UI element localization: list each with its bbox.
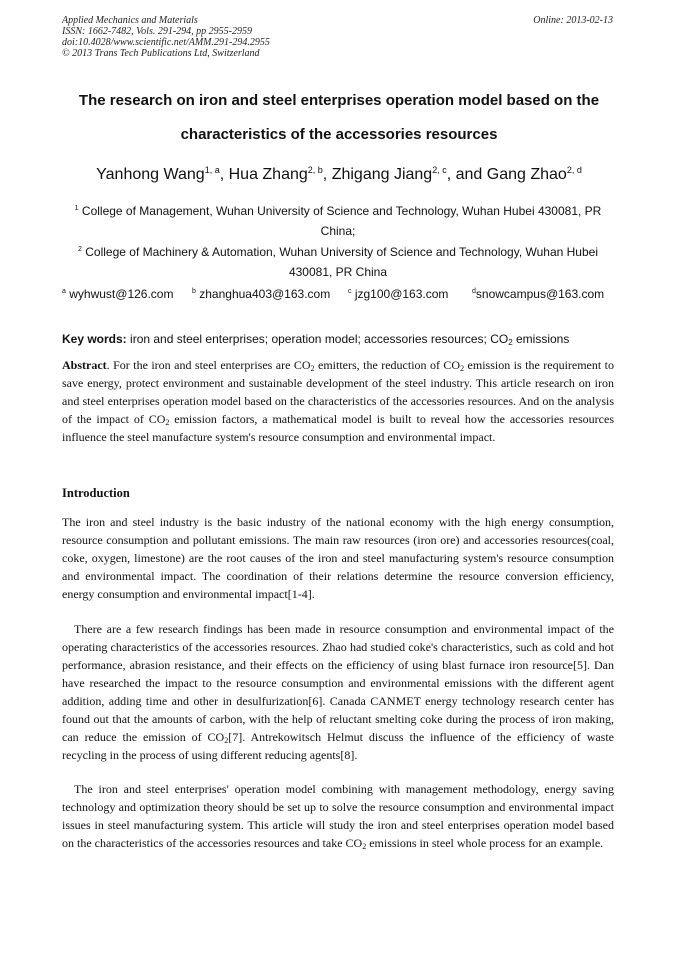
email-address[interactable]: snowcampus@163.com	[475, 287, 605, 301]
email-address[interactable]: jzg100@163.com	[354, 287, 449, 301]
journal-name: Applied Mechanics and Materials	[62, 15, 198, 26]
affiliation-text: College of Management, Wuhan University of Science and Technology, Wuhan Hubei 430081, PR China;	[81, 204, 602, 238]
email-mark: d	[472, 288, 476, 295]
email-mark: a	[62, 288, 66, 295]
keywords-label: Key words:	[62, 332, 127, 346]
intro-text: [7]. Antrekowitsch Helmut discuss the influence of the efficiency of waste recycling in the process of using different reducing agents[8].	[62, 730, 615, 762]
co2-subscript: 2	[362, 842, 367, 851]
email-address[interactable]: zhanghua403@163.com	[199, 287, 331, 301]
affiliation-mark: 2	[78, 246, 82, 253]
affiliation-1	[62, 201, 614, 241]
paper-title-line-1: The research on iron and steel enterprises operation model based on the	[78, 92, 600, 109]
doi-line[interactable]: doi:10.4028/www.scientific.net/AMM.291-294.2955	[62, 37, 270, 48]
online-date: Online: 2013-02-13	[533, 15, 613, 26]
email-address[interactable]: wyhwust@126.com	[69, 287, 174, 301]
co2-subscript: 2	[460, 364, 465, 373]
email-mark: b	[192, 288, 196, 295]
abstract-text: emission factors, a mathematical model is built to reveal how the accessories resources influence the steel manufacture system's resource consumption and environmental impact.	[62, 412, 614, 444]
email-mark: c	[348, 288, 352, 295]
keywords-tail: emissions	[512, 332, 570, 346]
author-affiliation-mark: 2, b	[307, 165, 323, 175]
email-d	[472, 285, 604, 303]
author-name: Gang Zhao	[486, 166, 567, 183]
author-separator: ,	[219, 166, 229, 183]
author-list	[40, 166, 638, 184]
introduction-heading: Introduction	[62, 486, 130, 500]
issn-line: ISSN: 1662-7482, Vols. 291-294, pp 2955-2959	[62, 26, 252, 37]
paper-title-line-2: characteristics of the accessories resources	[180, 126, 498, 143]
abstract-label: Abstract	[62, 358, 107, 372]
co2-subscript: 2	[224, 736, 229, 745]
author-separator: , and	[446, 166, 487, 183]
co2-subscript: 2	[310, 364, 315, 373]
keywords	[62, 331, 614, 347]
author-name: Yanhong Wang	[96, 166, 205, 183]
keywords-text: iron and steel enterprises; operation model; accessories resources; CO	[130, 332, 509, 346]
intro-text: There are a few research findings has been made in resource consumption and environmental impact of the operating characteristics of the accessories resources. Zhao had studied coke's characteristics, such as cold and hot performance, abrasion resistance, and their effects on the efficiency of using blast furnace iron resource[5]. Dan have researched the impact to the resource consumption and environmental emissions with the different agent addition, adding time and other in desulfurization[6]. Canada CANMET energy technology research center has found out that the amounts of carbon, with the help of reluctant smelting coke during the process of iron making, can reduce the emission of CO	[62, 622, 614, 744]
author-name: Zhigang Jiang	[331, 166, 433, 183]
intro-text: emissions in steel whole process for an example.	[366, 836, 604, 850]
co2-subscript: 2	[165, 418, 170, 427]
abstract-text: . For the iron and steel enterprises are CO	[106, 358, 311, 372]
copyright-line: © 2013 Trans Tech Publications Ltd, Switzerland	[62, 48, 260, 59]
abstract-text: emitters, the reduction of CO	[314, 358, 461, 372]
affiliation-text: College of Machinery & Automation, Wuhan University of Science and Technology, Wuhan Hubei 430081, PR China	[85, 245, 598, 279]
abstract-text: emission is the requirement to save energy, protect environment and sustainable development of the steel industry. This article research on iron and steel enterprises operation model based on the characteristics of the accessories resources. And on the analysis of the impact of CO	[62, 358, 615, 426]
affiliation-2	[62, 242, 614, 282]
abstract-paragraph	[62, 356, 614, 446]
intro-paragraph-2	[62, 620, 614, 764]
email-c	[348, 285, 448, 303]
intro-paragraph-3	[62, 780, 614, 852]
intro-paragraph-1: The iron and steel industry is the basic industry of the national economy with the high energy consumption, resource consumption and pollutant emissions. The main raw resources (iron ore) and accessories resources(coal, coke, oxygen, limestone) are the root causes of the iron and steel manufacturing system's resource consumption and environmental impact. The coordination of their relations determine the resource conversion efficiency, energy consumption and environmental impact[1-4].	[62, 515, 614, 601]
author-affiliation-mark: 2, d	[566, 165, 582, 175]
author-affiliation-mark: 2, c	[432, 165, 447, 175]
author-affiliation-mark: 1, a	[204, 165, 220, 175]
keywords-subscript: 2	[508, 338, 513, 347]
author-separator: ,	[322, 166, 332, 183]
email-b	[192, 285, 330, 303]
affiliation-mark: 1	[74, 205, 79, 212]
author-name: Hua Zhang	[228, 166, 308, 183]
email-a	[62, 285, 173, 303]
intro-text: The iron and steel enterprises' operation model combining with management methodology, energy saving technology and optimization theory should be set up to solve the resource consumption and environmental impact issues in steel manufacturing system. This article will study the iron and steel enterprises operation model based on the characteristics of the accessories resources and take CO	[62, 782, 614, 850]
journal-header	[62, 15, 270, 59]
